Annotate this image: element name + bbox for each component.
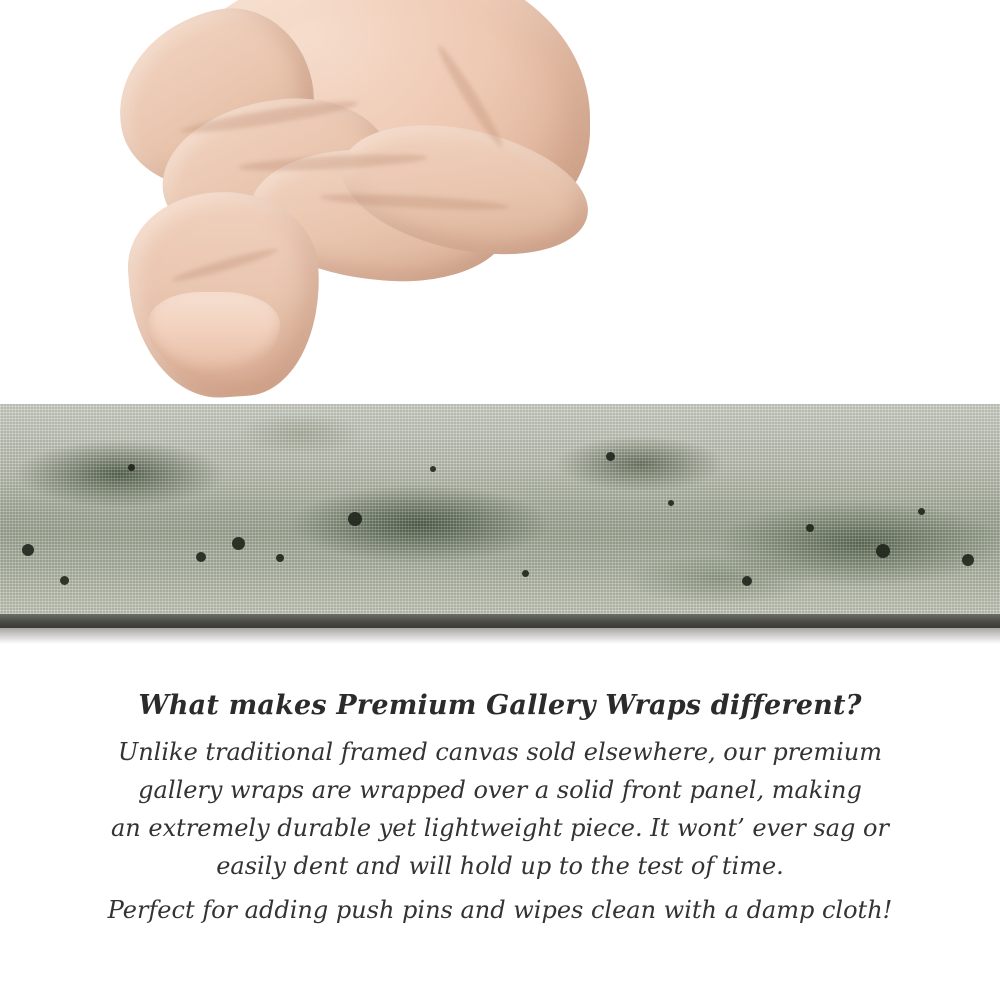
canvas-speck [522,570,529,577]
canvas-edge-icon [0,404,1000,650]
canvas-speck [876,544,890,558]
canvas-speck [806,524,814,532]
canvas-speck [232,537,245,550]
canvas-speck [962,554,974,566]
canvas-speck [276,554,284,562]
canvas-speck [22,544,34,556]
hand-pressing-icon [110,0,630,430]
canvas-speck [918,508,925,515]
canvas-printed-surface [0,404,1000,614]
canvas-depth-bevel [0,614,1000,628]
canvas-speck [348,512,362,526]
caption-line-5: Perfect for adding push pins and wipes clean with a damp cloth! [107,896,893,924]
caption-heading: What makes Premium Gallery Wraps different? [138,690,862,721]
caption-block [0,690,1000,929]
canvas-speck [430,466,436,472]
canvas-speck [128,464,135,471]
canvas-speck [668,500,674,506]
canvas-weave-texture [0,404,1000,614]
caption-line-1: Unlike traditional framed canvas sold elsewhere, our premium [117,738,882,766]
caption-line-3: an extremely durable yet lightweight piece. It wont’ ever sag or [111,814,889,842]
canvas-drop-shadow [0,628,1000,644]
canvas-speck [60,576,69,585]
caption-line-2: gallery wraps are wrapped over a solid front panel, making [138,776,862,804]
caption-line-4: easily dent and will hold up to the test of time. [216,852,784,880]
canvas-speck [196,552,206,562]
canvas-speck [742,576,752,586]
canvas-speck [606,452,615,461]
